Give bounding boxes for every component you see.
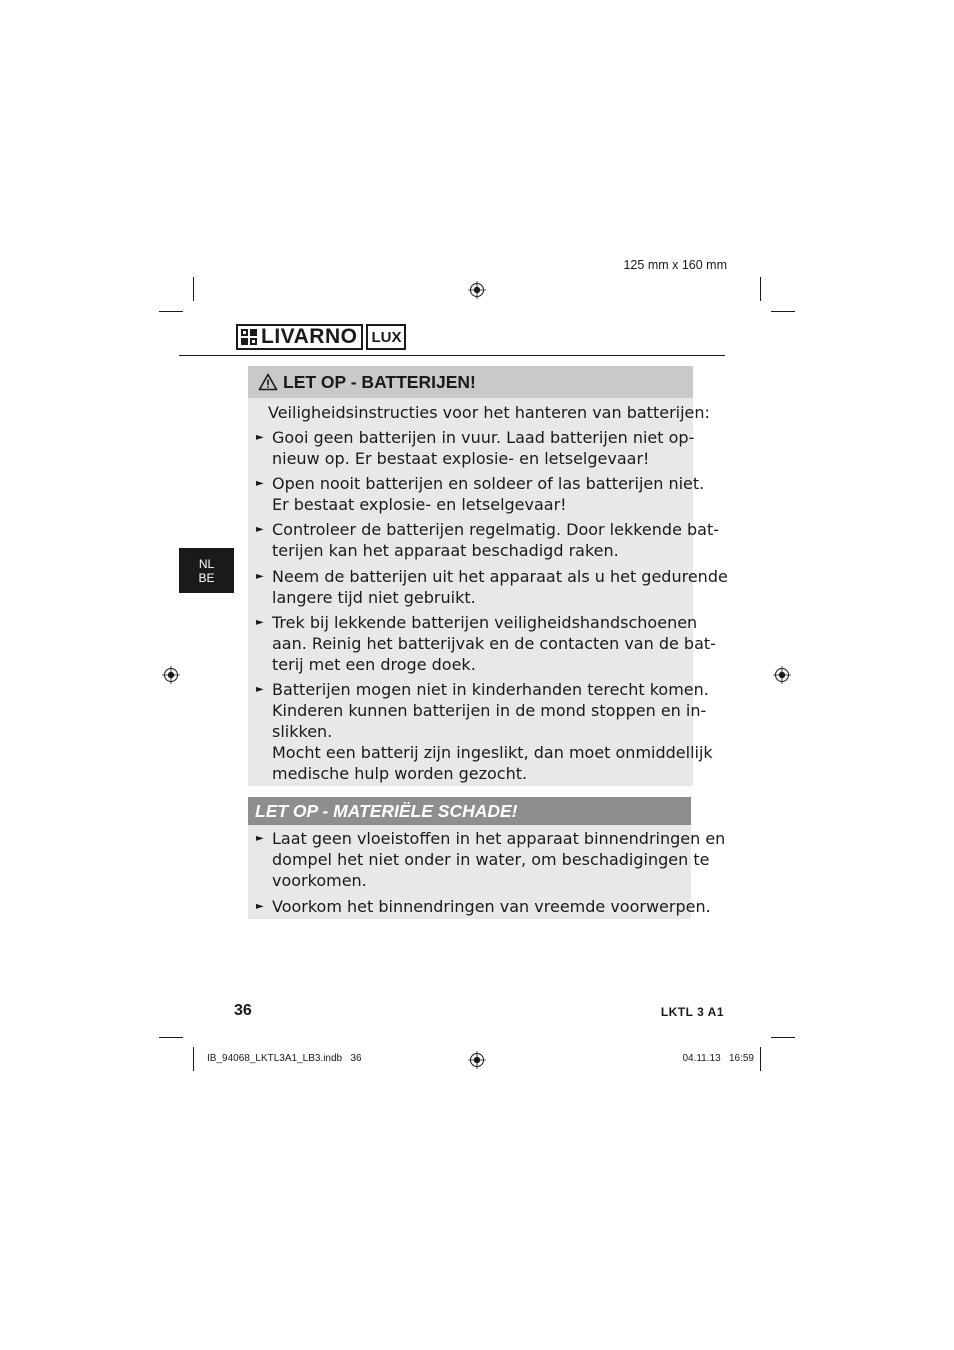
list-item: Neem de batterijen uit het apparaat als u het gedurende langere tijd niet gebruikt. (272, 567, 728, 607)
trim-mark (193, 277, 194, 301)
battery-intro-text: Veiligheidsinstructies voor het hanteren van batterijen: (268, 403, 710, 422)
registration-mark-icon (773, 666, 791, 684)
list-item: Trek bij lekkende batterijen veiligheidshandschoenen aan. Reinig het batterijvak en de contacten van de bat- terij met een droge doek. (272, 613, 716, 674)
triangle-bullet-icon: ► (256, 571, 264, 582)
triangle-bullet-icon: ► (256, 684, 264, 695)
trim-mark (771, 311, 795, 312)
page-number: 36 (234, 1002, 252, 1019)
list-item: Gooi geen batterijen in vuur. Laad batterijen niet op- nieuw op. Er bestaat explosie- en letselgevaar! (272, 428, 695, 468)
language-tab (179, 548, 234, 593)
triangle-bullet-icon: ► (256, 524, 264, 535)
language-code-2: BE (198, 570, 215, 585)
battery-warning-header (248, 366, 693, 398)
header-rule (179, 355, 725, 356)
list-item: Batterijen mogen niet in kinderhanden terecht komen. Kinderen kunnen batterijen in de mond stoppen en in- slikken. Mocht een batterij zijn ingeslikt, dan moet onmiddellijk medische hulp worden gezocht. (272, 680, 713, 783)
warning-triangle-icon (258, 373, 278, 391)
logo-main-box (236, 324, 363, 350)
triangle-bullet-icon: ► (256, 901, 264, 912)
registration-mark-icon (162, 666, 180, 684)
trim-mark (760, 277, 761, 301)
trim-mark (760, 1047, 761, 1071)
triangle-bullet-icon: ► (256, 617, 264, 628)
registration-mark-icon (468, 281, 486, 299)
language-code-1: NL (198, 556, 215, 571)
triangle-bullet-icon: ► (256, 478, 264, 489)
list-item: Laat geen vloeistoffen in het apparaat binnendringen en dompel het niet onder in water, om beschadigingen te voorkomen. (272, 829, 726, 890)
list-item: Voorkom het binnendringen van vreemde voorwerpen. (272, 897, 711, 916)
battery-warning-title: LET OP - BATTERIJEN! (283, 371, 476, 392)
list-item: Controleer de batterijen regelmatig. Door lekkende bat- terijen kan het apparaat beschadigd raken. (272, 520, 720, 560)
print-datetime: 04.11.13 16:59 (682, 1053, 754, 1064)
logo-sub-text: LUX (371, 328, 402, 346)
trim-mark (771, 1037, 795, 1038)
trim-mark (159, 311, 183, 312)
damage-warning-title: LET OP - MATERIËLE SCHADE! (255, 800, 518, 821)
triangle-bullet-icon: ► (256, 833, 264, 844)
logo-brand-text: LIVARNO (261, 325, 358, 348)
logo-sub-box (366, 324, 406, 350)
print-size-note: 125 mm x 160 mm (623, 258, 727, 272)
print-file-name: IB_94068_LKTL3A1_LB3.indb 36 (207, 1053, 362, 1064)
triangle-bullet-icon: ► (256, 432, 264, 443)
trim-mark (159, 1037, 183, 1038)
damage-warning-header (248, 797, 691, 825)
model-number: LKTL 3 A1 (660, 1005, 724, 1019)
logo-mark-icon (241, 329, 257, 345)
registration-mark-icon (468, 1051, 486, 1069)
brand-logo (236, 324, 406, 350)
list-item: Open nooit batterijen en soldeer of las batterijen niet. Er bestaat explosie- en letselgevaar! (272, 474, 705, 514)
trim-mark (193, 1047, 194, 1071)
